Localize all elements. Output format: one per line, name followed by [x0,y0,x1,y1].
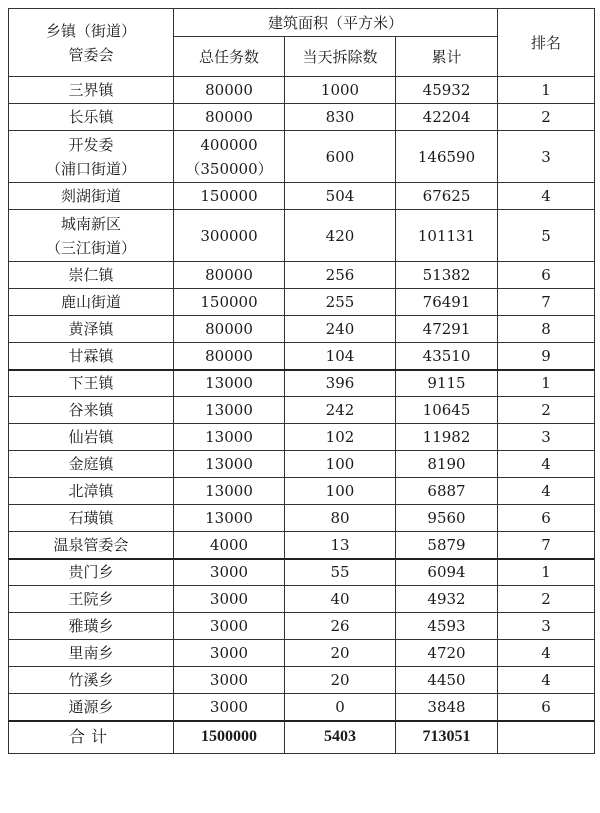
cell-town-line: 开发委 [68,135,114,154]
cell-total-task-line: 3000 [209,644,249,662]
cell-rank: 3 [498,424,595,451]
cell-total-task-line: 3000 [209,617,249,635]
table-row [9,183,595,210]
cell-today: 1000 [285,77,396,104]
cell-total-task-line: 80000 [205,266,253,284]
table-row [9,262,595,289]
cell-rank: 2 [498,397,595,424]
table-row [9,505,595,532]
table-row [9,131,595,183]
cell-town [9,262,174,289]
table-row [9,370,595,397]
cell-today: 504 [285,183,396,210]
cell-town-line: 石璜镇 [68,509,114,527]
cell-cumulative: 101131 [396,210,498,262]
cell-total-task-line: 80000 [205,346,253,365]
cell-today: 255 [285,289,396,316]
cell-total-task-line: 13000 [205,401,253,419]
cell-total-task-line: 13000 [205,509,253,527]
table-row [9,289,595,316]
cell-town-line: （浦口街道） [45,159,136,178]
cell-town [9,316,174,343]
cell-cumulative: 51382 [396,262,498,289]
cell-town [9,77,174,104]
cell-rank: 4 [498,640,595,667]
cell-cumulative: 47291 [396,316,498,343]
cell-cumulative: 9560 [396,505,498,532]
cell-total-task-line: 150000 [200,187,258,205]
cell-total-task [174,397,285,424]
table-row [9,77,595,104]
cell-cumulative: 4450 [396,667,498,694]
header-rank: 排名 [498,9,595,77]
total-row [9,721,595,754]
cell-today: 420 [285,210,396,262]
cell-town [9,451,174,478]
cell-total-task-line: 80000 [205,108,253,126]
demolition-stats-table [8,8,595,754]
cell-total-task-line: 3000 [209,697,249,716]
cell-cumulative: 8190 [396,451,498,478]
table-row [9,613,595,640]
cell-town [9,131,174,183]
cell-total-task [174,424,285,451]
cell-town [9,183,174,210]
table-row [9,640,595,667]
cell-today: 100 [285,451,396,478]
cell-rank: 3 [498,613,595,640]
cell-rank: 1 [498,559,595,586]
cell-cumulative: 4932 [396,586,498,613]
cell-rank: 3 [498,131,595,183]
table-row [9,424,595,451]
cell-town-line: 鹿山街道 [60,293,121,311]
cell-total-task [174,532,285,559]
cell-town-line: 黄泽镇 [68,320,114,338]
table-row [9,451,595,478]
cell-total-task-line: 13000 [205,428,253,446]
cell-town-line: （三江街道） [45,238,136,257]
cell-total-task-line: 400000 [200,135,258,154]
cell-rank: 4 [498,451,595,478]
cell-cumulative: 6094 [396,559,498,586]
cell-rank: 4 [498,478,595,505]
cell-total-task-line: 150000 [200,293,258,311]
cell-rank: 7 [498,289,595,316]
cell-rank: 5 [498,210,595,262]
cell-today: 396 [285,370,396,397]
cell-town-line: 仙岩镇 [68,428,114,446]
table-row [9,397,595,424]
cell-total-task [174,505,285,532]
cell-town-line: 金庭镇 [68,455,114,473]
total-rank [498,721,595,754]
cell-town-line: 北漳镇 [68,482,114,500]
table-row [9,478,595,505]
total-task: 1500000 [174,721,285,754]
header-town-line-1: 乡镇（街道） [45,21,136,40]
cell-cumulative: 10645 [396,397,498,424]
demolition-stats-table-container [8,8,595,754]
cell-town [9,559,174,586]
cell-town-line: 竹溪乡 [68,671,114,689]
cell-total-task-line: 13000 [205,374,253,393]
cell-cumulative: 11982 [396,424,498,451]
cell-total-task [174,478,285,505]
cell-town [9,505,174,532]
cell-total-task [174,131,285,183]
cell-cumulative: 4593 [396,613,498,640]
cell-today: 20 [285,667,396,694]
table-body [9,77,595,721]
cell-town-line: 崇仁镇 [68,266,114,284]
header-town [9,9,174,77]
cell-town [9,104,174,131]
cell-town-line: 里南乡 [68,644,114,662]
cell-total-task-line: 3000 [209,590,249,608]
cell-total-task-line: 80000 [205,81,253,99]
cell-rank: 8 [498,316,595,343]
cell-rank: 7 [498,532,595,559]
cell-cumulative: 43510 [396,343,498,370]
header-total-task: 总任务数 [174,37,285,77]
table-row [9,343,595,370]
cell-cumulative: 42204 [396,104,498,131]
cell-cumulative: 146590 [396,131,498,183]
table-row [9,532,595,559]
cell-total-task [174,183,285,210]
table-row [9,586,595,613]
cell-town-line: 温泉管委会 [53,535,129,554]
cell-town-line: 剡湖街道 [60,187,121,205]
cell-town [9,370,174,397]
cell-town [9,289,174,316]
cell-total-task [174,210,285,262]
cell-rank: 4 [498,667,595,694]
cell-today: 104 [285,343,396,370]
cell-town-line: 贵门乡 [68,563,114,582]
cell-town-line: 长乐镇 [68,108,114,126]
cell-town-line: 城南新区 [60,214,121,233]
cell-today: 13 [285,532,396,559]
cell-town [9,210,174,262]
cell-total-task [174,262,285,289]
cell-total-task-line: 3000 [209,563,249,582]
cell-town [9,343,174,370]
cell-total-task [174,640,285,667]
cell-total-task [174,289,285,316]
cell-town-line: 谷来镇 [68,401,114,419]
cell-total-task [174,559,285,586]
cell-town [9,397,174,424]
table-row [9,667,595,694]
header-cumulative: 累计 [396,37,498,77]
cell-town-line: 下王镇 [68,374,114,393]
cell-cumulative: 76491 [396,289,498,316]
cell-town [9,478,174,505]
table-row [9,104,595,131]
cell-town [9,424,174,451]
cell-total-task [174,451,285,478]
total-label: 合计 [9,721,174,754]
cell-today: 100 [285,478,396,505]
cell-town-line: 甘霖镇 [68,346,114,365]
cell-today: 240 [285,316,396,343]
cell-today: 600 [285,131,396,183]
cell-town-line: 三界镇 [68,81,114,99]
cell-total-task [174,316,285,343]
cell-total-task [174,667,285,694]
cell-total-task-line: 4000 [209,535,249,554]
total-today: 5403 [285,721,396,754]
cell-town [9,694,174,721]
cell-rank: 2 [498,586,595,613]
cell-total-task-line: 13000 [205,455,253,473]
cell-rank: 9 [498,343,595,370]
cell-rank: 2 [498,104,595,131]
cell-today: 242 [285,397,396,424]
cell-today: 80 [285,505,396,532]
cell-today: 26 [285,613,396,640]
table-row [9,210,595,262]
cell-total-task [174,104,285,131]
cell-town [9,532,174,559]
header-row-1 [9,9,595,37]
cell-cumulative: 45932 [396,77,498,104]
cell-total-task [174,77,285,104]
cell-cumulative: 9115 [396,370,498,397]
cell-rank: 6 [498,694,595,721]
cell-today: 256 [285,262,396,289]
cell-town-line: 通源乡 [68,697,114,716]
cell-today: 40 [285,586,396,613]
cell-total-task [174,343,285,370]
cell-today: 830 [285,104,396,131]
cell-cumulative: 4720 [396,640,498,667]
cell-total-task-line: （350000） [185,159,273,178]
cell-total-task [174,586,285,613]
cell-today: 20 [285,640,396,667]
cell-total-task [174,694,285,721]
cell-town [9,640,174,667]
header-area-group: 建筑面积（平方米） [174,9,498,37]
cell-today: 0 [285,694,396,721]
cell-town [9,613,174,640]
table-row [9,316,595,343]
cell-town [9,586,174,613]
total-cumulative: 713051 [396,721,498,754]
cell-total-task-line: 3000 [209,671,249,689]
cell-rank: 1 [498,77,595,104]
cell-today: 55 [285,559,396,586]
cell-rank: 4 [498,183,595,210]
header-town-line-2: 管委会 [68,45,114,64]
cell-town-line: 雅璜乡 [68,617,114,635]
cell-total-task-line: 80000 [205,320,253,338]
table-row [9,559,595,586]
cell-rank: 1 [498,370,595,397]
cell-total-task [174,613,285,640]
cell-town [9,667,174,694]
cell-cumulative: 3848 [396,694,498,721]
cell-rank: 6 [498,505,595,532]
cell-total-task-line: 300000 [200,226,258,245]
cell-today: 102 [285,424,396,451]
cell-cumulative: 6887 [396,478,498,505]
cell-total-task-line: 13000 [205,482,253,500]
header-today-demolished: 当天拆除数 [285,37,396,77]
cell-total-task [174,370,285,397]
cell-cumulative: 67625 [396,183,498,210]
cell-town-line: 王院乡 [68,590,114,608]
cell-rank: 6 [498,262,595,289]
table-row [9,694,595,721]
cell-cumulative: 5879 [396,532,498,559]
